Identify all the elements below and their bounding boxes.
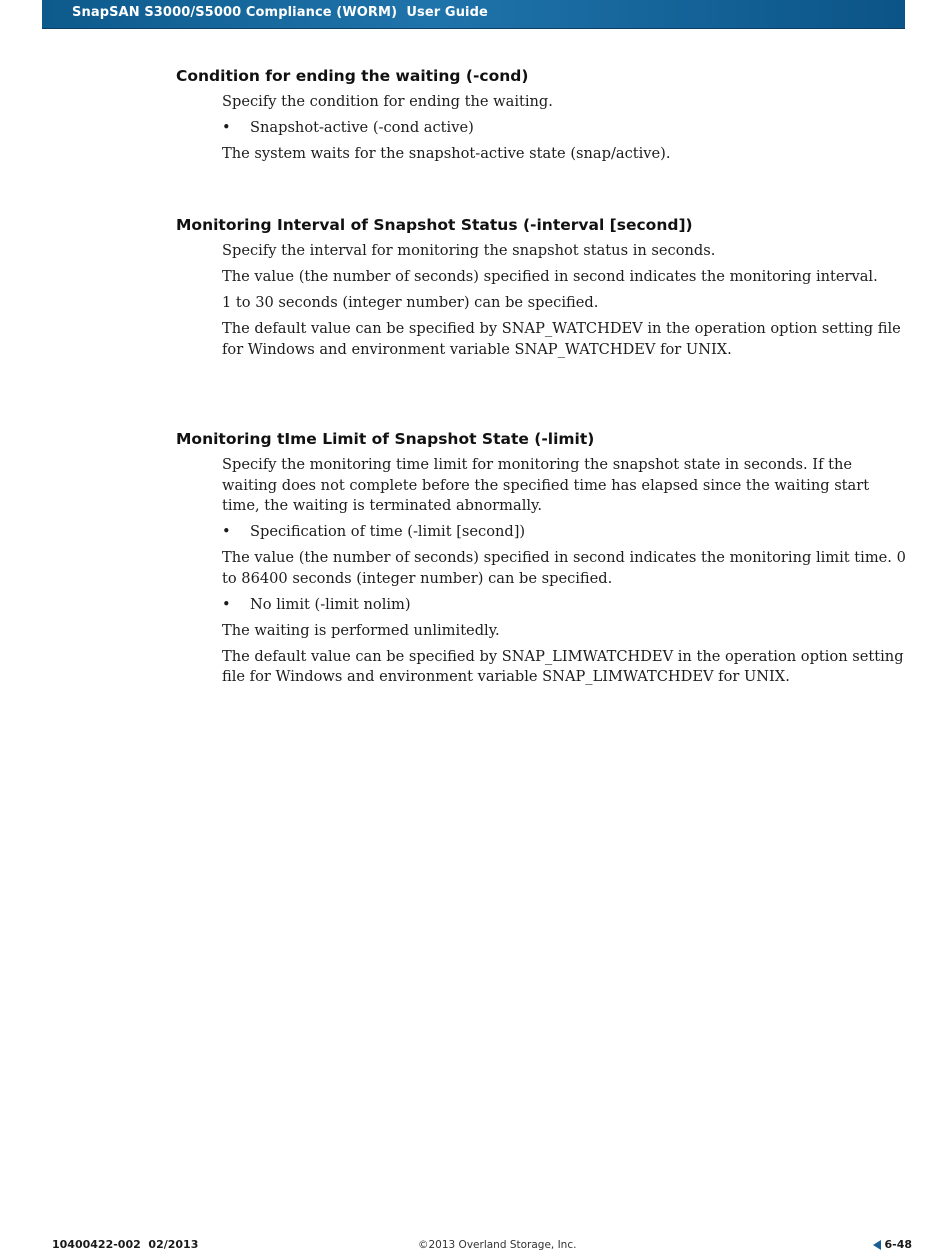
paragraph: Specify the condition for ending the waiting. [222,93,553,110]
paragraph: The value (the number of seconds) specified in second indicates the monitoring interval. [222,268,878,285]
section-monitoring-interval [176,215,916,366]
footer-copyright: ©2013 Overland Storage, Inc. [418,1239,577,1251]
footer-doc-id: 10400422-002 02/2013 [52,1238,199,1251]
paragraph: The value (the number of seconds) specified in second indicates the monitoring limit time. 0 to 86400 seconds (integer number) can be specified. [222,549,906,587]
bullet-text: Snapshot-active (-cond active) [250,119,474,136]
bullet-item [222,595,916,616]
bullet-text: No limit (-limit nolim) [250,595,411,613]
triangle-left-icon [873,1240,881,1250]
header-title: SnapSAN S3000/S5000 Compliance (WORM) User Guide [72,5,488,20]
bullet-icon: • [222,595,231,613]
bullet-item [222,522,916,543]
bullet-icon: • [222,523,231,540]
paragraph: 1 to 30 seconds (integer number) can be specified. [222,294,599,311]
paragraph: The system waits for the snapshot-active state (snap/active). [222,145,671,162]
page-number: 6-48 [884,1238,912,1251]
header-bar [42,0,905,29]
section-heading: Monitoring Interval of Snapshot Status (-interval [second]) [176,216,693,234]
bullet-icon: • [222,119,231,136]
paragraph: Specify the monitoring time limit for monitoring the snapshot state in seconds. If the waiting does not complete before the specified time has elapsed since the waiting start time, the waiting is terminated abnormally. [222,456,870,514]
footer-page-nav [873,1238,912,1251]
section-condition-ending [176,66,916,170]
section-heading: Condition for ending the waiting (-cond) [176,67,529,85]
bullet-item [222,118,916,139]
section-heading: Monitoring tIme Limit of Snapshot State (-limit) [176,430,595,448]
paragraph: The waiting is performed unlimitedly. [222,621,500,639]
paragraph: Specify the interval for monitoring the snapshot status in seconds. [222,242,716,259]
paragraph: The default value can be specified by SNAP_WATCHDEV in the operation option setting file for Windows and environment variable SNAP_WATCHDEV for UNIX. [222,320,901,358]
bullet-text: Specification of time (-limit [second]) [250,523,526,540]
section-monitoring-time-limit [176,429,916,693]
paragraph: The default value can be specified by SNAP_LIMWATCHDEV in the operation option setting file for Windows and environment variable SNAP_LIMWATCHDEV for UNIX. [222,647,904,685]
